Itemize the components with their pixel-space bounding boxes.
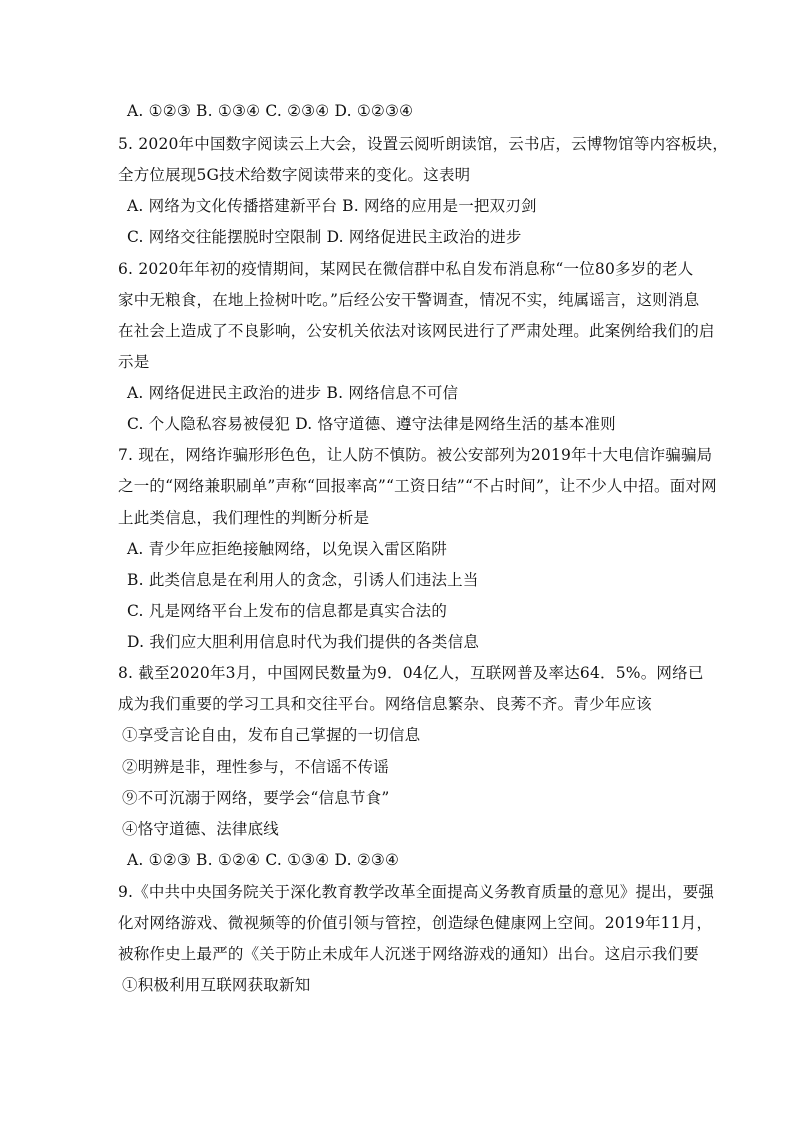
q8-stem-line-1: 8. 截至2020年3月，中国网民数量为9．04亿人，互联网普及率达64．5%。网络已 (118, 664, 704, 682)
q8-statement-1: ①享受言论自由，发布自己掌握的一切信息 (122, 726, 421, 744)
q8-statement-2: ②明辨是非，理性参与，不信谣不传谣 (122, 758, 389, 776)
q6-options-cd: C. 个人隐私容易被侵犯 D. 恪守道德、遵守法律是网络生活的基本准则 (127, 415, 616, 433)
q7-option-d: D. 我们应大胆利用信息时代为我们提供的各类信息 (127, 633, 480, 651)
q8-stem-line-2: 成为我们重要的学习工具和交往平台。网络信息繁杂、良莠不齐。青少年应该 (118, 695, 652, 713)
q6-stem-line-1: 6. 2020年年初的疫情期间，某网民在微信群中私自发布消息称“一位80多岁的老人 (118, 260, 694, 278)
q4-options: A. ①②③ B. ①③④ C. ②③④ D. ①②③④ (127, 102, 414, 120)
q7-option-b: B. 此类信息是在利用人的贪念，引诱人们违法上当 (127, 571, 479, 589)
q8-options: A. ①②③ B. ①②④ C. ①③④ D. ②③④ (127, 851, 400, 869)
q5-stem-line-1: 5. 2020年中国数字阅读云上大会，设置云阅听朗读馆，云书店，云博物馆等内容板块， (118, 135, 729, 153)
q8-statement-3: ⑨不可沉溺于网络，要学会“信息节食” (122, 789, 390, 807)
q7-stem-line-3: 上此类信息，我们理性的判断分析是 (118, 509, 370, 527)
q6-options-ab: A. 网络促进民主政治的进步 B. 网络信息不可信 (127, 384, 459, 402)
q5-options-cd: C. 网络交往能摆脱时空限制 D. 网络促进民主政治的进步 (127, 228, 522, 246)
q7-option-a: A. 青少年应拒绝接触网络，以免误入雷区陷阱 (127, 540, 447, 558)
q9-stem-line-2: 化对网络游戏、微视频等的价值引领与管控，创造绿色健康网上空间。2019年11月， (118, 914, 713, 932)
q9-statement-1: ①积极利用互联网获取新知 (122, 976, 311, 994)
q6-stem-line-2: 家中无粮食，在地上捡树叶吃。”后经公安干警调查，情况不实，纯属谣言，这则消息 (118, 291, 700, 309)
q9-stem-line-3: 被称作史上最严的《关于防止未成年人沉迷于网络游戏的通知）出台。这启示我们要 (118, 945, 699, 963)
q9-stem-line-1: 9.《中共中央国务院关于深化教育教学改革全面提高义务教育质量的意见》提出，要强 (118, 883, 715, 901)
q7-stem-line-1: 7. 现在，网络诈骗形形色色，让人防不慎防。被公安部列为2019年十大电信诈骗骗局 (118, 446, 713, 464)
q5-stem-line-2: 全方位展现5G技术给数字阅读带来的变化。这表明 (118, 166, 471, 184)
q7-stem-line-2: 之一的“网络兼职刷单”声称“回报率高”“工资日结”“不占时间”，让不少人中招。面对网 (118, 477, 717, 495)
q5-options-ab: A. 网络为文化传播搭建新平台 B. 网络的应用是一把双刃剑 (127, 197, 537, 215)
q7-option-c: C. 凡是网络平台上发布的信息都是真实合法的 (127, 602, 448, 620)
q6-stem-line-3: 在社会上造成了不良影响，公安机关依法对该网民进行了严肃处理。此案例给我们的启 (118, 322, 715, 340)
q6-stem-line-4: 示是 (118, 353, 150, 371)
q8-statement-4: ④恪守道德、法律底线 (122, 820, 280, 838)
